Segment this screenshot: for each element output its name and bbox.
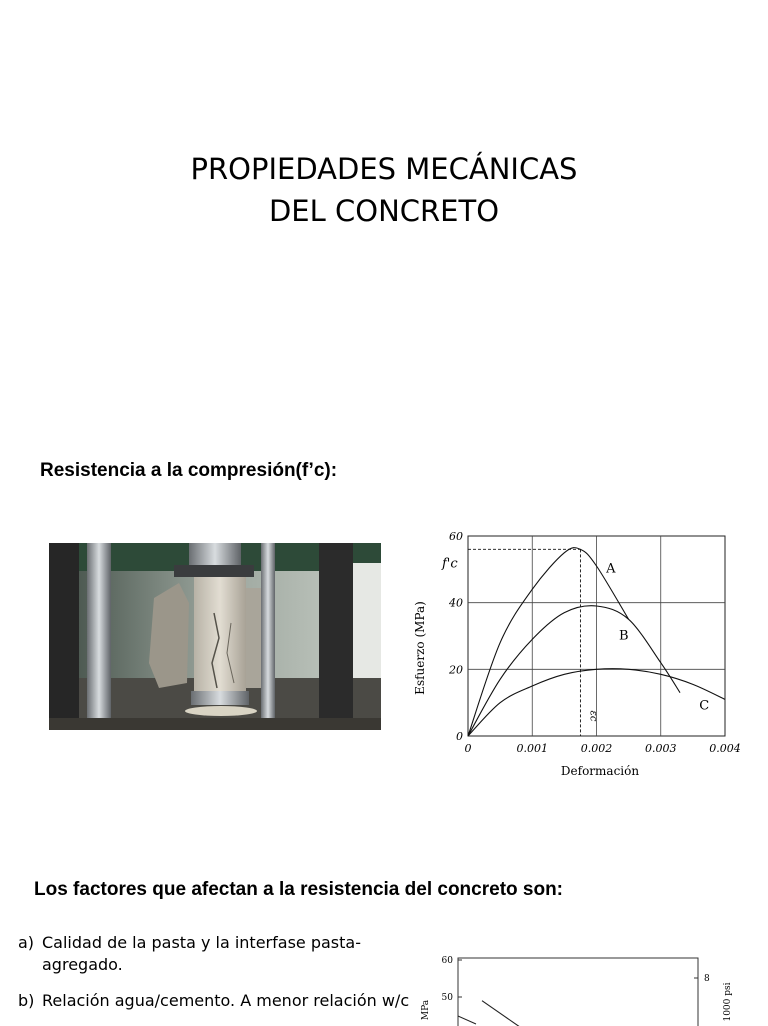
peak-stress-annotation: f'c [442,556,458,572]
y-axis-label: Esfuerzo (MPa) [413,601,427,695]
plot-frame [458,958,698,1026]
section-heading-compression: Resistencia a la compresión(f’c): [40,460,338,481]
list-item [18,932,413,976]
y-tick-label: 40 [449,596,463,610]
y-tick-label: 20 [449,663,463,677]
list-marker: a) [18,933,35,952]
page-title [0,148,768,232]
right-axis-label: 1000 psi [723,982,733,1022]
series-label: A [606,561,616,577]
x-tick-label: 0.004 [709,742,740,755]
x-tick-label: 0.002 [580,742,613,755]
stress-strain-chart [410,518,740,788]
y-tick-label: 50 [441,993,453,1003]
series-line [458,1016,476,1024]
title-line-1: PROPIEDADES MECÁNICAS [190,152,578,186]
y-tick-label: 60 [441,956,453,966]
x-tick-label: 0.003 [645,742,677,755]
list-item [18,990,413,1012]
y-tick-label: 60 [449,530,463,543]
compression-test-photo [49,543,381,730]
factors-list [18,932,413,1026]
list-item-text: Calidad de la pasta y la interfase pasta-agregado. [42,933,361,974]
y-axis-label: MPa [421,999,431,1021]
list-item-text: Relación agua/cemento. A menor relación w/c [42,991,410,1010]
wc-ratio-chart [418,946,738,1026]
x-tick-label: 0 [464,742,472,755]
x-axis-label: Deformación [560,764,640,778]
section-heading-factors: Los factores que afectan a la resistencia del concreto son: [34,879,564,900]
series-label: C [699,698,710,714]
compression-test-illustration [49,543,381,730]
series-line [482,1001,530,1026]
series-line-A [468,548,629,736]
y-tick-label: 0 [456,730,463,743]
series-line-B [468,606,680,736]
stress-strain-svg [410,518,740,788]
x-tick-label: 0.001 [516,742,548,755]
wc-ratio-svg [418,946,738,1026]
right-tick-label: 8 [704,974,710,984]
series-label: B [618,628,629,644]
title-line-2: DEL CONCRETO [268,194,500,228]
peak-strain-annotation: εc [587,710,599,722]
list-marker: b) [18,991,35,1010]
